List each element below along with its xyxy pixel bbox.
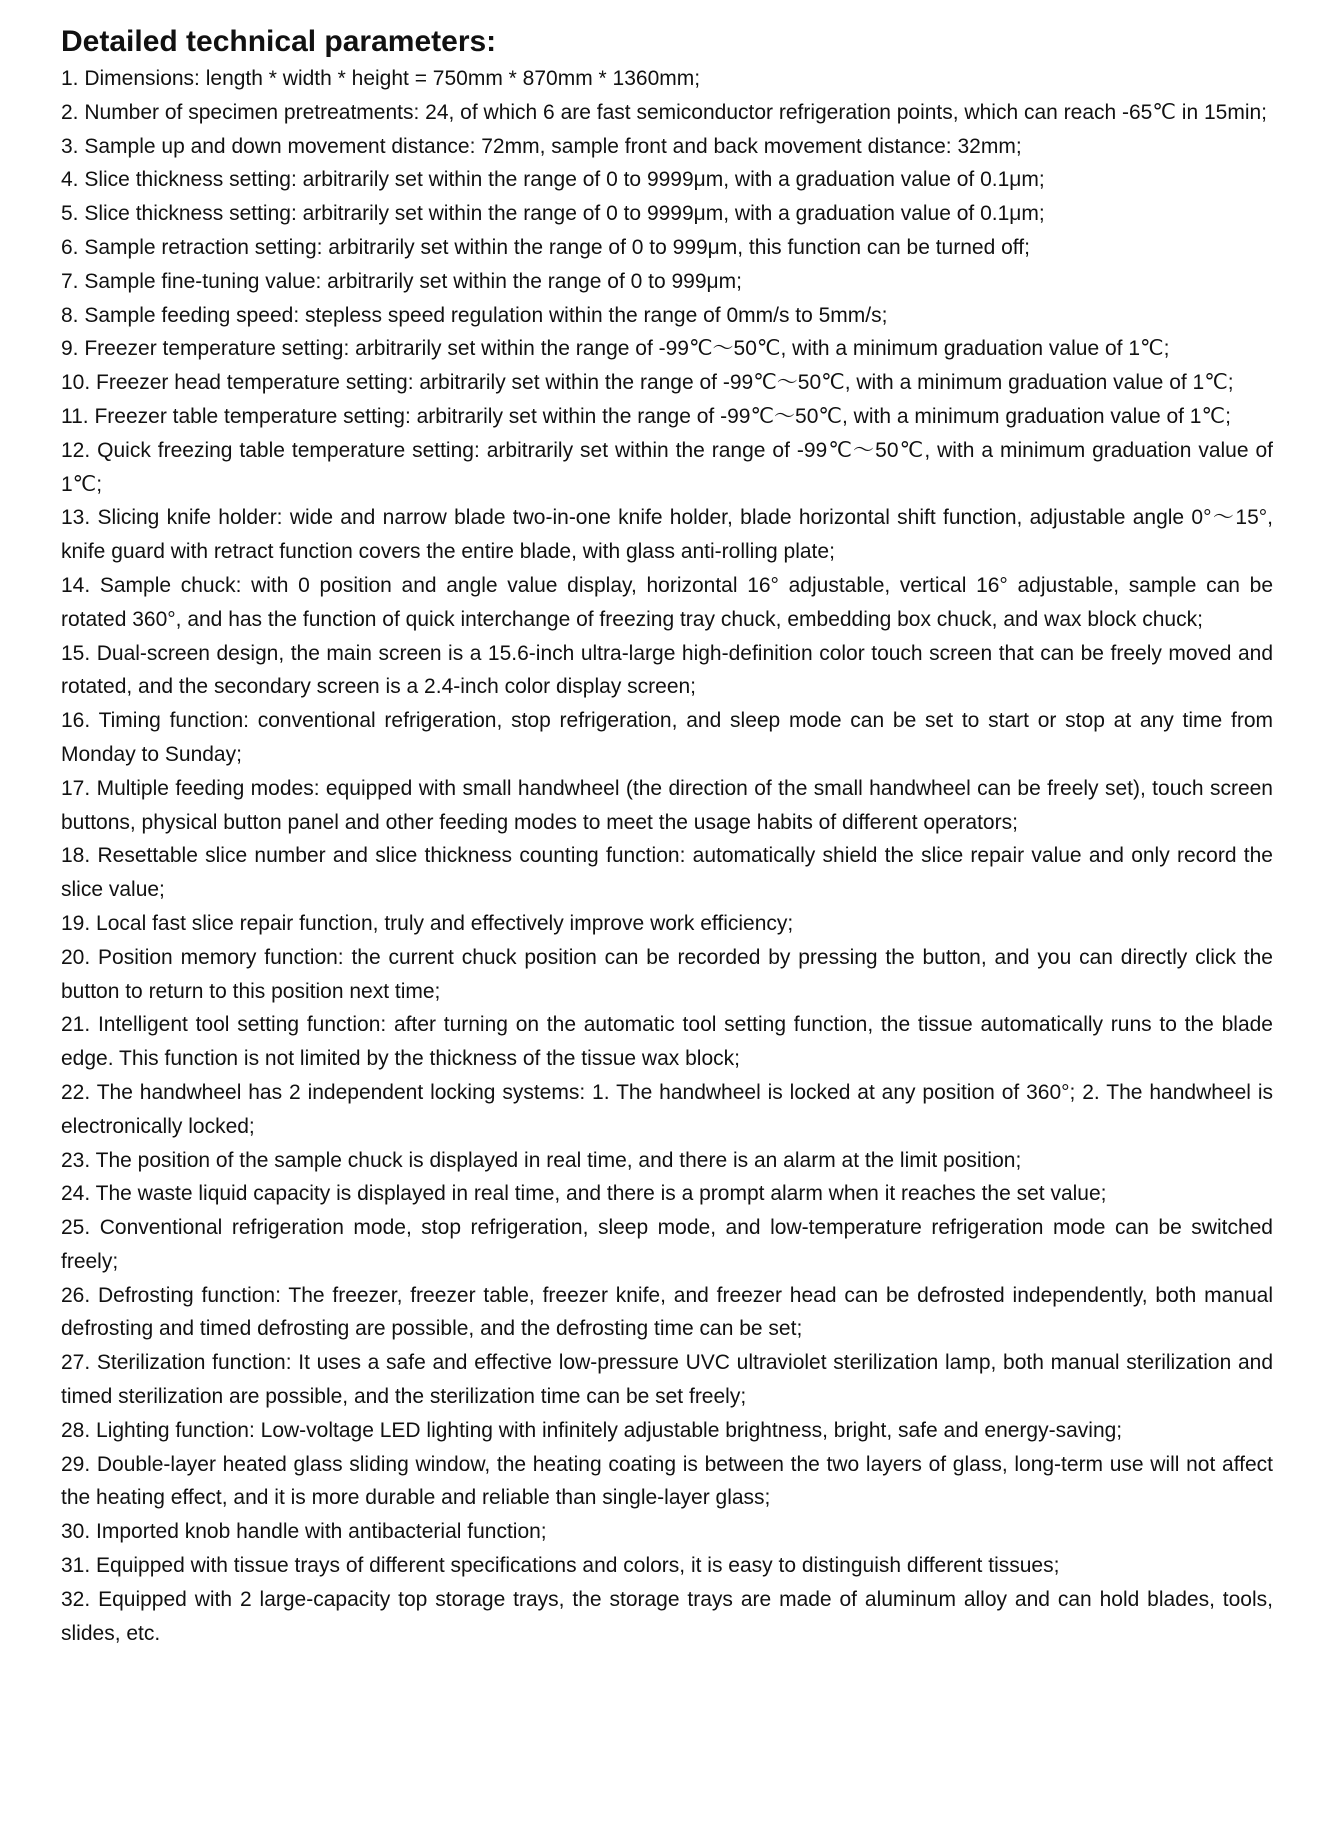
parameter-item: 28. Lighting function: Low-voltage LED lighting with infinitely adjustable brightness, bright, safe and energy-saving;: [61, 1418, 1123, 1442]
parameter-item: 17. Multiple feeding modes: equipped with small handwheel (the direction of the small handwheel can be freely set), touch screen buttons, physical button panel and other feeding modes to meet the usage habits of different operators;: [61, 776, 1273, 834]
parameter-item: 15. Dual-screen design, the main screen is a 15.6-inch ultra-large high-definition color touch screen that can be freely moved and rotated, and the secondary screen is a 2.4-inch color display screen;: [61, 641, 1273, 699]
parameter-list: [61, 62, 1273, 1650]
parameter-item: 27. Sterilization function: It uses a safe and effective low-pressure UVC ultraviolet sterilization lamp, both manual sterilization and timed sterilization are possible, and the sterilization time can be set freely;: [61, 1351, 1273, 1409]
document: [61, 22, 1273, 1650]
parameter-item: 4. Slice thickness setting: arbitrarily set within the range of 0 to 9999μm, with a graduation value of 0.1μm;: [61, 168, 1045, 192]
parameter-item: 8. Sample feeding speed: stepless speed regulation within the range of 0mm/s to 5mm/s;: [61, 303, 888, 327]
parameter-item: 20. Position memory function: the current chuck position can be recorded by pressing the button, and you can directly click the button to return to this position next time;: [61, 945, 1273, 1003]
parameter-item: 25. Conventional refrigeration mode, stop refrigeration, sleep mode, and low-temperature refrigeration mode can be switched freely;: [61, 1216, 1273, 1273]
parameter-item: 9. Freezer temperature setting: arbitrarily set within the range of -99℃～50℃, with a minimum graduation value of 1℃;: [61, 337, 1170, 361]
parameter-item: 30. Imported knob handle with antibacterial function;: [61, 1520, 547, 1544]
parameter-item: 10. Freezer head temperature setting: arbitrarily set within the range of -99℃～50℃, with a minimum graduation value of 1℃;: [61, 371, 1234, 395]
parameter-item: 1. Dimensions: length * width * height = 750mm * 870mm * 1360mm;: [61, 67, 701, 90]
parameter-item: 7. Sample fine-tuning value: arbitrarily set within the range of 0 to 999μm;: [61, 269, 742, 293]
parameter-item: 14. Sample chuck: with 0 position and angle value display, horizontal 16° adjustable, vertical 16° adjustable, sample can be rotated 360°, and has the function of quick interchange of freezing tray chuck, embedding box chuck, and wax block chuck;: [61, 573, 1273, 631]
parameter-item: 18. Resettable slice number and slice thickness counting function: automatically shield the slice repair value and only record the slice value;: [61, 844, 1273, 902]
parameter-item: 13. Slicing knife holder: wide and narrow blade two-in-one knife holder, blade horizontal shift function, adjustable angle 0°～15°, knife guard with retract function covers the entire blade, with glass anti-rolling plate;: [61, 506, 1273, 564]
parameter-item: 23. The position of the sample chuck is displayed in real time, and there is an alarm at the limit position;: [61, 1148, 1022, 1172]
parameter-item: 19. Local fast slice repair function, truly and effectively improve work efficiency;: [61, 911, 794, 935]
parameter-item: 2. Number of specimen pretreatments: 24, of which 6 are fast semiconductor refrigeration points, which can reach -65℃ in 15min;: [61, 100, 1267, 124]
parameter-item: 32. Equipped with 2 large-capacity top storage trays, the storage trays are made of aluminum alloy and can hold blades, tools, slides, etc.: [61, 1587, 1273, 1645]
parameter-item: 5. Slice thickness setting: arbitrarily set within the range of 0 to 9999μm, with a graduation value of 0.1μm;: [61, 202, 1045, 226]
parameter-item: 31. Equipped with tissue trays of different specifications and colors, it is easy to distinguish different tissues;: [61, 1554, 1060, 1578]
parameter-item: 22. The handwheel has 2 independent locking systems: 1. The handwheel is locked at any position of 360°; 2. The handwheel is electronically locked;: [61, 1080, 1273, 1138]
parameter-item: 24. The waste liquid capacity is displayed in real time, and there is a prompt alarm when it reaches the set value;: [61, 1182, 1107, 1206]
document-title: Detailed technical parameters:: [61, 25, 497, 58]
parameter-item: 16. Timing function: conventional refrigeration, stop refrigeration, and sleep mode can be set to start or stop at any time from Monday to Sunday;: [61, 709, 1273, 766]
parameter-item: 11. Freezer table temperature setting: arbitrarily set within the range of -99℃～50℃, with a minimum graduation value of 1℃;: [61, 404, 1231, 428]
parameter-item: 12. Quick freezing table temperature setting: arbitrarily set within the range of -99℃～50℃, with a minimum graduation value of 1℃;: [61, 438, 1273, 496]
parameter-item: 29. Double-layer heated glass sliding window, the heating coating is between the two layers of glass, long-term use will not affect the heating effect, and it is more durable and reliable than single-layer glass;: [61, 1452, 1273, 1510]
parameter-item: 21. Intelligent tool setting function: after turning on the automatic tool setting function, the tissue automatically runs to the blade edge. This function is not limited by the thickness of the tissue wax block;: [61, 1013, 1273, 1071]
parameter-item: 26. Defrosting function: The freezer, freezer table, freezer knife, and freezer head can be defrosted independently, both manual defrosting and timed defrosting are possible, and the defrosting time can be set;: [61, 1283, 1273, 1341]
parameter-item: 3. Sample up and down movement distance: 72mm, sample front and back movement distance: 32mm;: [61, 134, 1022, 158]
parameter-item: 6. Sample retraction setting: arbitrarily set within the range of 0 to 999μm, this function can be turned off;: [61, 235, 1030, 259]
